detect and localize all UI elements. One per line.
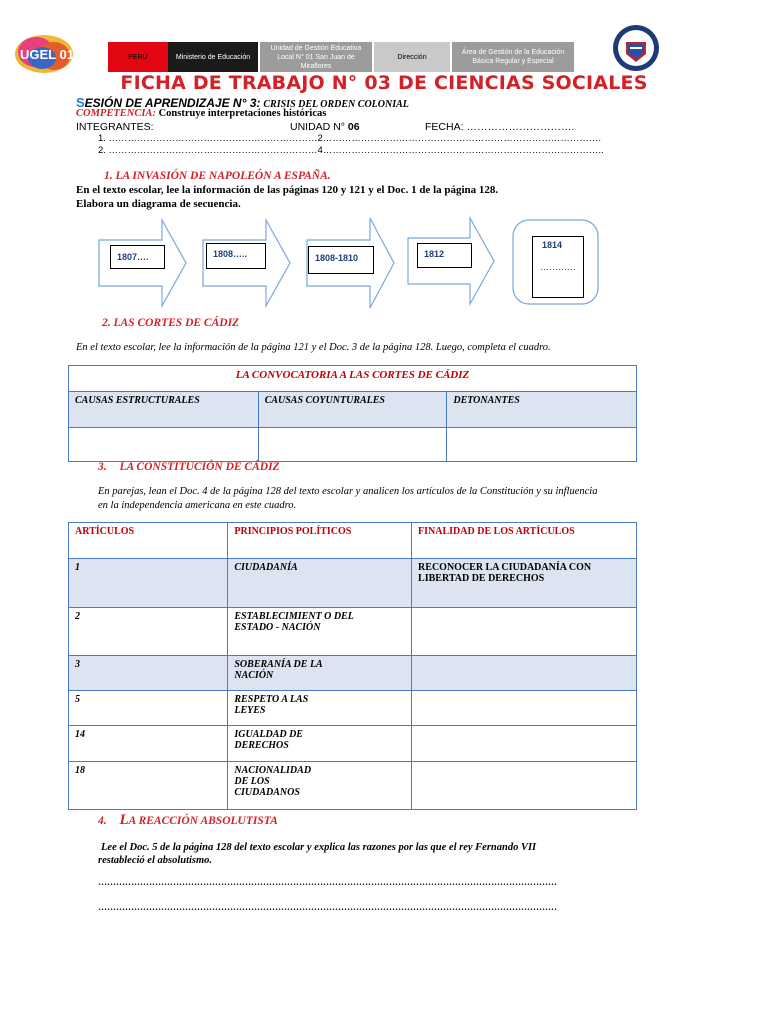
integrante-line-1: 1. …………………………………………………………2……………………………………………………………………………. [98, 133, 601, 144]
session-label: ESIÓN DE APRENDIZAJE N° 3: [84, 96, 261, 110]
table-row [69, 559, 637, 608]
sequence-final-year: 1814 [542, 240, 563, 250]
article-purpose[interactable] [412, 691, 637, 726]
section3-instruction: En parejas, lean el Doc. 4 de la página 128 del texto escolar y analicen los artículos de la Constitución y su influencia en la independencia americana en este cuadro. [98, 486, 598, 511]
sequence-box-1: 1807…. [110, 245, 165, 269]
section3-heading [98, 461, 280, 473]
cortes-table [68, 365, 637, 462]
cortes-header-detonantes: DETONANTES [447, 392, 637, 428]
section4-title-rest: A REACCIÓN ABSOLUTISTA [128, 815, 278, 827]
cortes-answer-detonantes[interactable] [447, 428, 637, 462]
header-direccion: Dirección [374, 42, 450, 72]
article-principle: NACIONALIDAD DE LOS CIUDADANOS [228, 762, 412, 810]
competencia-label: COMPETENCIA: [76, 108, 156, 119]
article-purpose[interactable]: RECONOCER LA CIUDADANÍA CON LIBERTAD DE DERECHOS [412, 559, 637, 608]
header-ministerio: Ministerio de Educación [168, 42, 258, 72]
table-row [69, 762, 637, 810]
header-peru: PERÚ [108, 42, 168, 72]
sequence-box-2: 1808….. [206, 243, 266, 269]
article-purpose[interactable] [412, 608, 637, 656]
fecha-dots: …………………………. [466, 121, 575, 133]
constitucion-header-finalidad: FINALIDAD DE LOS ARTÍCULOS [412, 523, 637, 559]
table-row [69, 608, 637, 656]
table-row [69, 726, 637, 762]
article-number: 1 [69, 559, 228, 608]
sequence-box-3: 1808-1810 [308, 246, 374, 274]
article-purpose[interactable] [412, 656, 637, 691]
header-area: Área de Gestión de la Educación Básica Regular y Especial [452, 42, 574, 72]
integrante-line-2: 2. …………………………………………………………4…………………………………………………………………………….. [98, 145, 604, 156]
integrantes-label: INTEGRANTES: [76, 121, 154, 133]
unidad-value: 06 [347, 121, 360, 133]
table-row [69, 656, 637, 691]
article-principle: IGUALDAD DE DERECHOS [228, 726, 412, 762]
section2-instruction: En el texto escolar, lee la información de la página 121 y el Doc. 3 de la página 128. Luego, completa el cuadro. [76, 342, 551, 353]
constitucion-header-articulos: ARTÍCULOS [69, 523, 228, 559]
fecha-label: FECHA: [425, 121, 464, 133]
section4-answer-line-1[interactable]: ……………………………………………………………………………………………………………………………………… [98, 877, 557, 887]
school-crest-icon [612, 24, 660, 72]
session-topic: CRISIS DEL ORDEN COLONIAL [263, 99, 409, 110]
cortes-answer-estructurales[interactable] [69, 428, 259, 462]
competencia-text: Construye interpretaciones históricas [158, 108, 327, 119]
unidad-line [290, 121, 360, 133]
cortes-header-estructurales: CAUSAS ESTRUCTURALES [69, 392, 259, 428]
table-row [69, 691, 637, 726]
constitucion-table [68, 522, 637, 810]
fecha-line [425, 121, 574, 133]
cortes-answer-coyunturales[interactable] [258, 428, 447, 462]
article-principle: SOBERANÍA DE LA NACIÓN [228, 656, 412, 691]
constitucion-header-principios: PRINCIPIOS POLÍTICOS [228, 523, 412, 559]
sequence-box-4: 1812 [417, 243, 472, 268]
cortes-table-title: LA CONVOCATORIA A LAS CORTES DE CÁDIZ [69, 366, 637, 392]
section1-instruction-2: Elabora un diagrama de secuencia. [76, 198, 241, 210]
competencia-line [76, 108, 326, 119]
section3-number: 3. [98, 461, 107, 473]
session-first-letter: S [76, 95, 85, 110]
ugel-logo-text: UGEL 01 [20, 47, 74, 62]
sequence-box-final [532, 236, 584, 298]
article-number: 3 [69, 656, 228, 691]
page-title: FICHA DE TRABAJO N° 03 DE CIENCIAS SOCIALES [120, 72, 648, 94]
section4-title-first: L [119, 812, 129, 828]
section4-answer-line-2[interactable]: ……………………………………………………………………………………………………………………………………… [98, 902, 557, 912]
section1-instruction-1: En el texto escolar, lee la información de las páginas 120 y 121 y el Doc. 1 de la página 128. [76, 184, 499, 196]
ugel-logo [14, 34, 74, 74]
article-number: 5 [69, 691, 228, 726]
unidad-label: UNIDAD N° [290, 121, 345, 133]
section2-title: 2. LAS CORTES DE CÁDIZ [102, 317, 240, 329]
article-number: 14 [69, 726, 228, 762]
cortes-header-coyunturales: CAUSAS COYUNTURALES [258, 392, 447, 428]
article-purpose[interactable] [412, 726, 637, 762]
section4-instruction: Lee el Doc. 5 de la página 128 del texto escolar y explica las razones por las que el rey Fernando VII restableció el absolutismo. [98, 842, 537, 866]
header-ugel: Unidad de Gestión Educativa Local N° 01 San Juan de Miraflores [260, 42, 372, 72]
article-purpose[interactable] [412, 762, 637, 810]
article-number: 18 [69, 762, 228, 810]
section1-title: 1. LA INVASIÓN DE NAPOLEÓN A ESPAÑA. [104, 170, 331, 182]
article-number: 2 [69, 608, 228, 656]
sequence-final-dots: ………… [540, 262, 576, 272]
section3-title: LA CONSTITUCIÓN DE CÁDIZ [119, 461, 280, 473]
section4-heading [98, 812, 278, 829]
article-principle: ESTABLECIMIENT O DEL ESTADO - NACIÓN [228, 608, 412, 656]
section4-number: 4. [98, 815, 107, 827]
article-principle: CIUDADANÍA [228, 559, 412, 608]
article-principle: RESPETO A LAS LEYES [228, 691, 412, 726]
